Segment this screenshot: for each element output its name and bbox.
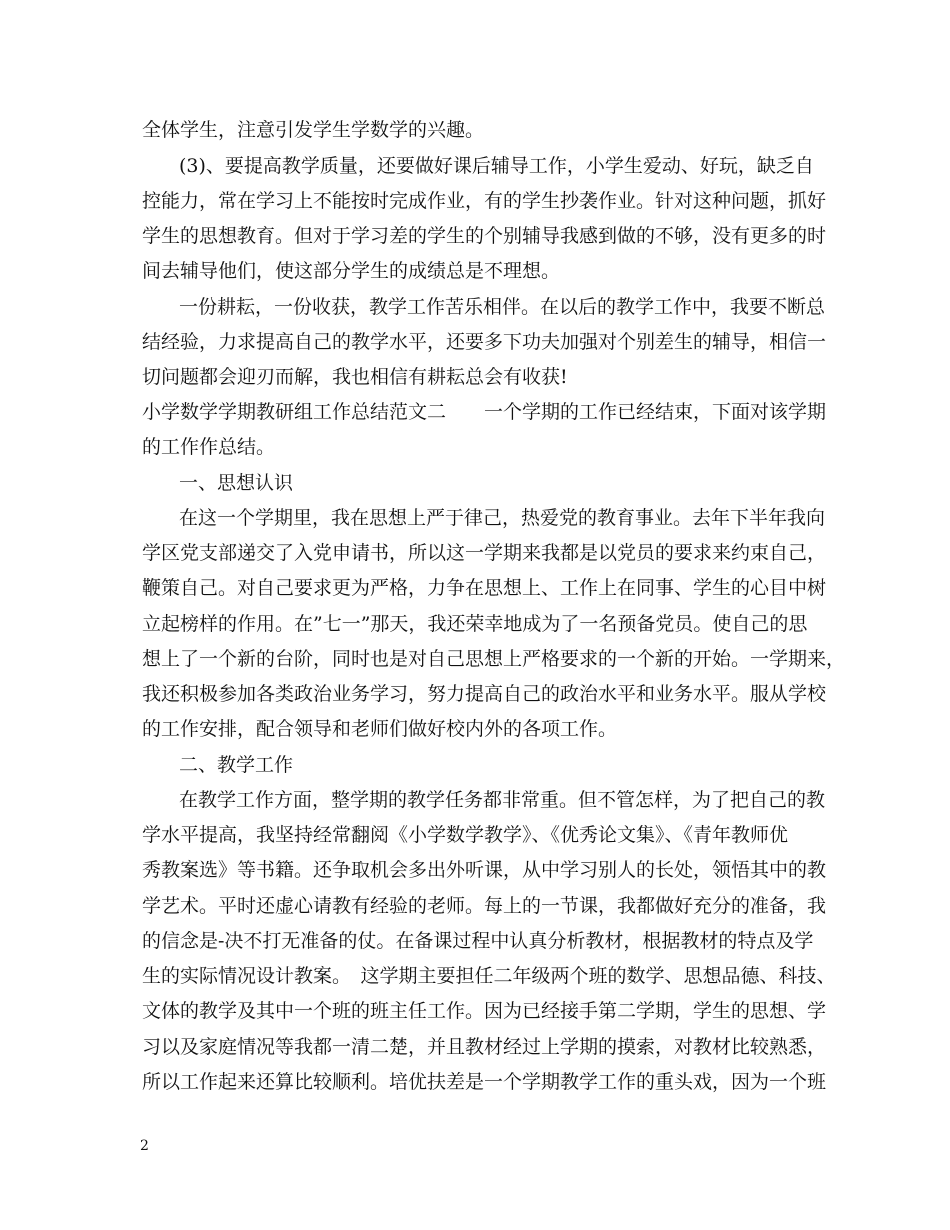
text-line: 切问题都会迎刃而解，我也相信有耕耘总会有收获! xyxy=(142,366,568,388)
text-line: 学生的思想教育。但对于学习差的学生的个别辅导我感到做的不够，没有更多的时 xyxy=(142,225,827,247)
text-line: 全体学生，注意引发学生学数学的兴趣。 xyxy=(142,119,485,141)
text-line: 一份耕耘，一份收获，教学工作苦乐相伴。在以后的教学工作中，我要不断总 xyxy=(179,296,826,318)
text-line: 学水平提高，我坚持经常翻阅《小学数学教学》、《优秀论文集》、《青年教师优 xyxy=(142,824,789,846)
text-line: 秀教案选》等书籍。还争取机会多出外听课，从中学习别人的长处，领悟其中的教 xyxy=(142,859,827,881)
text-line: 控能力，常在学习上不能按时完成作业，有的学生抄袭作业。针对这种问题，抓好 xyxy=(142,190,827,212)
text-line: 的信念是-决不打无准备的仗。在备课过程中认真分析教材，根据教材的特点及学 xyxy=(142,930,814,952)
page-number: 2 xyxy=(140,1138,149,1154)
text-line: 所以工作起来还算比较顺利。培优扶差是一个学期教学工作的重头戏，因为一个班 xyxy=(142,1071,827,1093)
text-line: 结经验，力求提高自己的教学水平，还要多下功夫加强对个别差生的辅导，相信一 xyxy=(142,331,827,353)
text-line: 习以及家庭情况等我都一清二楚，并且教材经过上学期的摸索，对教材比较熟悉， xyxy=(142,1036,827,1058)
text-line: 学区党支部递交了入党申请书，所以这一学期来我都是以党员的要求来约束自己， xyxy=(142,542,827,564)
section-heading: 一、思想认识 xyxy=(179,472,294,494)
text-line: 立起榜样的作用。在”七一”那天，我还荣幸地成为了一名预备党员。使自己的思 xyxy=(142,613,808,635)
text-line: 我还积极参加各类政治业务学习，努力提高自己的政治水平和业务水平。服从学校 xyxy=(142,683,827,705)
text-line: (3)、要提高教学质量，还要做好课后辅导工作，小学生爱动、好玩，缺乏自 xyxy=(179,155,814,177)
text-line: 在这一个学期里，我在思想上严于律己，热爱党的教育事业。去年下半年我向 xyxy=(179,507,826,529)
text-line: 想上了一个新的台阶，同时也是对自己思想上严格要求的一个新的开始。一学期来， xyxy=(142,648,846,670)
text-line: 的工作作总结。 xyxy=(142,436,276,458)
text-line: 间去辅导他们，使这部分学生的成绩总是不理想。 xyxy=(142,260,561,282)
text-line: 学艺术。平时还虚心请教有经验的老师。每上的一节课，我都做好充分的准备，我 xyxy=(142,895,827,917)
section-title: 小学数学学期教研组工作总结范文二 一个学期的工作已经结束，下面对该学期 xyxy=(142,401,827,423)
text-line: 鞭策自己。对自己要求更为严格，力争在思想上、工作上在同事、学生的心目中树 xyxy=(142,577,827,599)
text-line: 文体的教学及其中一个班的班主任工作。因为已经接手第二学期，学生的思想、学 xyxy=(142,1000,827,1022)
section-heading: 二、教学工作 xyxy=(179,754,294,776)
text-line: 在教学工作方面，整学期的教学任务都非常重。但不管怎样，为了把自己的教 xyxy=(179,789,826,811)
text-line: 的工作安排，配合领导和老师们做好校内外的各项工作。 xyxy=(142,718,618,740)
text-line: 生的实际情况设计教案。 这学期主要担任二年级两个班的数学、思想品德、科技、 xyxy=(142,965,836,987)
